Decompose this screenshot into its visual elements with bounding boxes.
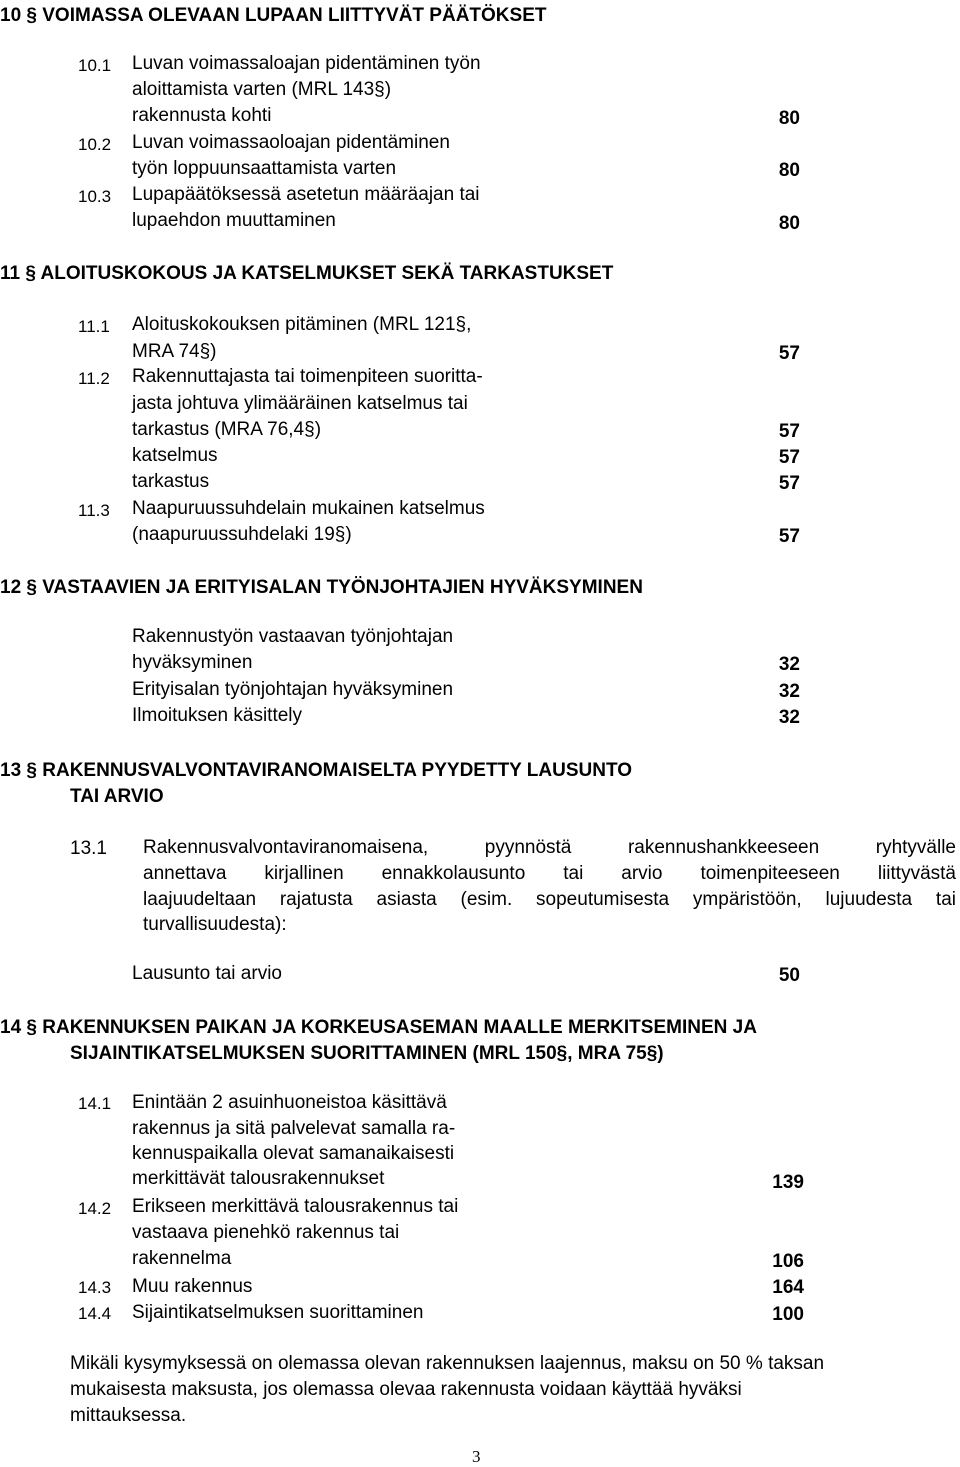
section-13-heading: 13 § RAKENNUSVALVONTAVIRANOMAISELTA PYYDETTY LAUSUNTO	[0, 760, 632, 781]
item-text: Lausunto tai arvio	[132, 963, 282, 984]
section-14-heading: 14 § RAKENNUKSEN PAIKAN JA KORKEUSASEMAN MAALLE MERKITSEMINEN JA	[0, 1017, 757, 1038]
item-text: Rakennuttajasta tai toimenpiteen suoritta-	[132, 366, 483, 387]
item-number: 14.3	[78, 1278, 112, 1297]
footer-line: mittauksessa.	[70, 1405, 187, 1426]
item-text: katselmus	[132, 445, 218, 466]
item-text: Rakennustyön vastaavan työnjohtajan	[132, 626, 454, 647]
price: 57	[778, 526, 800, 547]
price: 32	[778, 654, 800, 675]
item-number: 10.1	[78, 56, 112, 75]
price: 50	[778, 965, 800, 986]
item-text: Naapuruussuhdelain mukainen katselmus	[132, 498, 485, 519]
price: 139	[772, 1172, 804, 1193]
section-13-heading-cont: TAI ARVIO	[70, 786, 164, 807]
section-14-heading-cont: SIJAINTIKATSELMUKSEN SUORITTAMINEN (MRL 150§, MRA 75§)	[70, 1043, 664, 1064]
paragraph-line: turvallisuudesta):	[143, 914, 287, 935]
item-text: Sijaintikatselmuksen suorittaminen	[132, 1302, 424, 1323]
item-text: Ilmoituksen käsittely	[132, 705, 303, 726]
price: 80	[778, 213, 800, 234]
item-text: MRA 74§)	[132, 341, 217, 362]
item-number: 11.2	[78, 369, 110, 388]
item-text: Erikseen merkittävä talousrakennus tai	[132, 1196, 459, 1217]
item-number: 11.3	[78, 501, 110, 520]
price: 164	[772, 1277, 804, 1298]
item-text: rakennelma	[132, 1248, 232, 1269]
item-text: hyväksyminen	[132, 652, 253, 673]
price: 100	[772, 1304, 804, 1325]
item-number: 13.1	[70, 838, 107, 859]
price: 106	[772, 1251, 804, 1272]
item-text: Luvan voimassaoloajan pidentäminen	[132, 132, 450, 153]
paragraph-line: annettava kirjallinen ennakkolausunto tai arvio toimenpiteeseen liittyvästä	[143, 863, 956, 884]
item-text: (naapuruussuhdelaki 19§)	[132, 524, 352, 545]
price: 80	[778, 160, 800, 181]
item-text: Erityisalan työnjohtajan hyväksyminen	[132, 679, 454, 700]
item-number: 14.1	[78, 1094, 112, 1113]
footer-line: Mikäli kysymyksessä on olemassa olevan rakennuksen laajennus, maksu on 50 % taksan	[70, 1353, 825, 1374]
price: 57	[778, 473, 800, 494]
section-12-heading: 12 § VASTAAVIEN JA ERITYISALAN TYÖNJOHTAJIEN HYVÄKSYMINEN	[0, 577, 643, 598]
paragraph-line: Rakennusvalvontaviranomaisena, pyynnöstä rakennushankkeeseen ryhtyvälle	[143, 837, 956, 858]
item-text: aloittamista varten (MRL 143§)	[132, 79, 392, 100]
section-11-heading: 11 § ALOITUSKOKOUS JA KATSELMUKSET SEKÄ TARKASTUKSET	[0, 263, 614, 284]
price: 32	[778, 707, 800, 728]
item-text: Aloituskokouksen pitäminen (MRL 121§,	[132, 314, 472, 335]
price: 57	[778, 447, 800, 468]
item-text: Enintään 2 asuinhuoneistoa käsittävä	[132, 1092, 447, 1113]
item-number: 10.2	[78, 135, 112, 154]
item-text: vastaava pienehkö rakennus tai	[132, 1222, 400, 1243]
item-text: Lupapäätöksessä asetetun määräajan tai	[132, 184, 480, 205]
item-text: rakennus ja sitä palvelevat samalla ra-	[132, 1118, 456, 1139]
item-text: Muu rakennus	[132, 1276, 253, 1297]
item-number: 10.3	[78, 187, 112, 206]
price: 32	[778, 681, 800, 702]
item-text: Luvan voimassaloajan pidentäminen työn	[132, 53, 481, 74]
item-number: 14.4	[78, 1304, 112, 1323]
item-text: tarkastus	[132, 471, 210, 492]
price: 80	[778, 108, 800, 129]
item-text: merkittävät talousrakennukset	[132, 1168, 385, 1189]
item-text: rakennusta kohti	[132, 105, 272, 126]
item-text: tarkastus (MRA 76,4§)	[132, 419, 322, 440]
footer-line: mukaisesta maksusta, jos olemassa olevaa rakennusta voidaan käyttää hyväksi	[70, 1379, 742, 1400]
item-text: lupaehdon muuttaminen	[132, 210, 336, 231]
item-text: jasta johtuva ylimääräinen katselmus tai	[132, 393, 468, 414]
section-10-heading: 10 § VOIMASSA OLEVAAN LUPAAN LIITTYVÄT PÄÄTÖKSET	[0, 5, 547, 26]
paragraph-line: laajuudeltaan rajatusta asiasta (esim. sopeutumisesta ympäristöön, lujuudesta tai	[143, 889, 956, 910]
price: 57	[778, 421, 800, 442]
item-number: 14.2	[78, 1199, 112, 1218]
item-text: kennuspaikalla olevat samanaikaisesti	[132, 1143, 455, 1164]
item-text: työn loppuunsaattamista varten	[132, 158, 397, 179]
page-number: 3	[472, 1447, 481, 1466]
item-number: 11.1	[78, 317, 110, 336]
price: 57	[778, 343, 800, 364]
